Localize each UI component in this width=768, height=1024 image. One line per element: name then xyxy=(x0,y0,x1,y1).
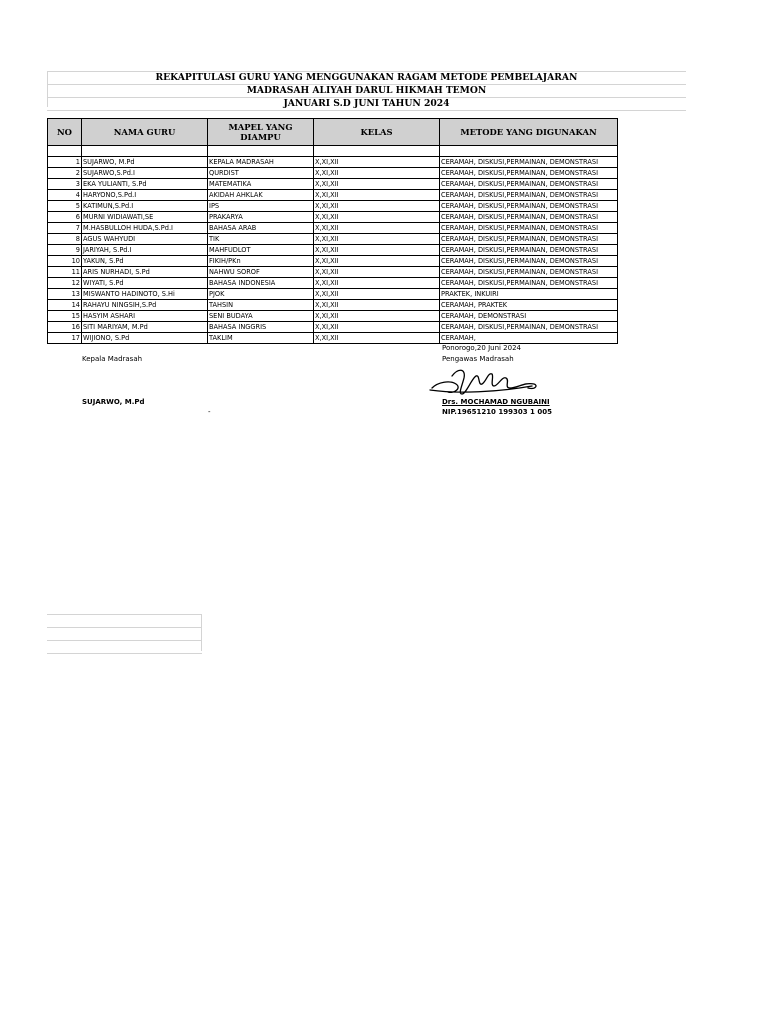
cell-nama-guru: HARYONO,S.Pd.I xyxy=(82,190,208,201)
header-title: REKAPITULASI GURU YANG MENGGUNAKAN RAGAM METODE PEMBELAJARAN xyxy=(47,71,686,84)
cell-metode: CERAMAH, DISKUSI,PERMAINAN, DEMONSTRASI xyxy=(440,256,618,267)
left-signature-title: Kepala Madrasah xyxy=(82,355,143,363)
cell-metode: CERAMAH, PRAKTEK xyxy=(440,300,618,311)
cell-mapel: KEPALA MADRASAH xyxy=(208,157,314,168)
cell-kelas: X,XI,XII xyxy=(314,190,440,201)
empty-grid-row xyxy=(47,640,202,654)
cell-no: 5 xyxy=(48,201,82,212)
left-signature-name: SUJARWO, M.Pd xyxy=(82,398,145,406)
cell-mapel: TAHSIN xyxy=(208,300,314,311)
cell-no: 11 xyxy=(48,267,82,278)
cell-metode: CERAMAH, DISKUSI,PERMAINAN, DEMONSTRASI xyxy=(440,234,618,245)
cell-metode: CERAMAH, DISKUSI,PERMAINAN, DEMONSTRASI xyxy=(440,223,618,234)
cell-mapel: SENI BUDAYA xyxy=(208,311,314,322)
cell-mapel: NAHWU SOROF xyxy=(208,267,314,278)
cell-mapel: MAHFUDLOT xyxy=(208,245,314,256)
cell-mapel: BAHASA INDONESIA xyxy=(208,278,314,289)
cell-nama-guru: WIJIONO, S.Pd xyxy=(82,333,208,344)
cell-kelas: X,XI,XII xyxy=(314,267,440,278)
table-spacer-row xyxy=(48,146,618,157)
right-signature-title: Pengawas Madrasah xyxy=(442,355,514,363)
cell-kelas: X,XI,XII xyxy=(314,234,440,245)
cell-nama-guru: JARIYAH, S.Pd.I xyxy=(82,245,208,256)
cell-nama-guru: SITI MARIYAM, M.Pd xyxy=(82,322,208,333)
cell-kelas: X,XI,XII xyxy=(314,179,440,190)
header-school: MADRASAH ALIYAH DARUL HIKMAH TEMON xyxy=(47,84,686,97)
empty-grid-row xyxy=(47,627,202,640)
cell-no: 12 xyxy=(48,278,82,289)
cell-nama-guru: HASYIM ASHARI xyxy=(82,311,208,322)
cell-mapel: BAHASA INGGRIS xyxy=(208,322,314,333)
column-header-nama-guru: NAMA GURU xyxy=(82,119,208,146)
dash-mark: - xyxy=(208,408,211,416)
column-header-mapel: MAPEL YANG DIAMPU xyxy=(208,119,314,146)
cell-metode: CERAMAH, DISKUSI,PERMAINAN, DEMONSTRASI xyxy=(440,278,618,289)
handwritten-signature xyxy=(428,364,540,400)
cell-no: 10 xyxy=(48,256,82,267)
cell-kelas: X,XI,XII xyxy=(314,223,440,234)
cell-mapel: TAKLIM xyxy=(208,333,314,344)
cell-nama-guru: AGUS WAHYUDI xyxy=(82,234,208,245)
column-header-kelas: KELAS xyxy=(314,119,440,146)
cell-kelas: X,XI,XII xyxy=(314,201,440,212)
table-row xyxy=(48,245,618,256)
cell-mapel: PJOK xyxy=(208,289,314,300)
cell-kelas: X,XI,XII xyxy=(314,333,440,344)
document-header xyxy=(47,71,686,111)
cell-mapel: AKIDAH AHKLAK xyxy=(208,190,314,201)
table-header-row xyxy=(48,119,618,146)
cell-no: 17 xyxy=(48,333,82,344)
table-row xyxy=(48,168,618,179)
cell-no: 16 xyxy=(48,322,82,333)
cell-no: 3 xyxy=(48,179,82,190)
cell-kelas: X,XI,XII xyxy=(314,168,440,179)
cell-mapel: FIKIH/PKn xyxy=(208,256,314,267)
cell-mapel: BAHASA ARAB xyxy=(208,223,314,234)
cell-no: 2 xyxy=(48,168,82,179)
empty-grid-row xyxy=(47,614,202,627)
header-period: JANUARI S.D JUNI TAHUN 2024 xyxy=(47,97,686,111)
cell-kelas: X,XI,XII xyxy=(314,311,440,322)
cell-kelas: X,XI,XII xyxy=(314,157,440,168)
table-row xyxy=(48,190,618,201)
cell-metode: CERAMAH, DISKUSI,PERMAINAN, DEMONSTRASI xyxy=(440,190,618,201)
table-body xyxy=(48,146,618,344)
cell-metode: CERAMAH, DISKUSI,PERMAINAN, DEMONSTRASI xyxy=(440,201,618,212)
cell-nama-guru: ARIS NURHADI, S.Pd xyxy=(82,267,208,278)
cell-no: 9 xyxy=(48,245,82,256)
cell-kelas: X,XI,XII xyxy=(314,322,440,333)
cell-nama-guru: M.HASBULLOH HUDA,S.Pd.I xyxy=(82,223,208,234)
cell-mapel: PRAKARYA xyxy=(208,212,314,223)
cell-nama-guru: EKA YULIANTI, S.Pd xyxy=(82,179,208,190)
cell-metode: CERAMAH, DISKUSI,PERMAINAN, DEMONSTRASI xyxy=(440,157,618,168)
table-row xyxy=(48,256,618,267)
table-row xyxy=(48,300,618,311)
cell-no: 15 xyxy=(48,311,82,322)
right-signature-nip: NIP.19651210 199303 1 005 xyxy=(442,408,552,416)
table-row xyxy=(48,322,618,333)
cell-no: 4 xyxy=(48,190,82,201)
cell-mapel: QURDIST xyxy=(208,168,314,179)
cell-metode: CERAMAH, xyxy=(440,333,618,344)
cell-kelas: X,XI,XII xyxy=(314,245,440,256)
cell-metode: CERAMAH, DISKUSI,PERMAINAN, DEMONSTRASI xyxy=(440,168,618,179)
table-row xyxy=(48,267,618,278)
cell-nama-guru: SUJARWO, M.Pd xyxy=(82,157,208,168)
table-row xyxy=(48,179,618,190)
cell-nama-guru: MURNI WIDIAWATI,SE xyxy=(82,212,208,223)
cell-kelas: X,XI,XII xyxy=(314,289,440,300)
cell-mapel: IPS xyxy=(208,201,314,212)
cell-nama-guru: KATIMUN,S.Pd.I xyxy=(82,201,208,212)
table-row xyxy=(48,157,618,168)
cell-no: 8 xyxy=(48,234,82,245)
cell-no: 6 xyxy=(48,212,82,223)
cell-nama-guru: SUJARWO,S.Pd.I xyxy=(82,168,208,179)
cell-nama-guru: MISWANTO HADINOTO, S.Hi xyxy=(82,289,208,300)
table-row xyxy=(48,201,618,212)
cell-no: 13 xyxy=(48,289,82,300)
cell-nama-guru: YAKUN, S.Pd xyxy=(82,256,208,267)
cell-metode: PRAKTEK, INKUIRI xyxy=(440,289,618,300)
cell-kelas: X,XI,XII xyxy=(314,300,440,311)
place-date: Ponorogo,20 Juni 2024 xyxy=(442,344,521,352)
cell-metode: CERAMAH, DISKUSI,PERMAINAN, DEMONSTRASI xyxy=(440,179,618,190)
cell-kelas: X,XI,XII xyxy=(314,212,440,223)
table-row xyxy=(48,311,618,322)
cell-no: 14 xyxy=(48,300,82,311)
cell-kelas: X,XI,XII xyxy=(314,278,440,289)
cell-nama-guru: RAHAYU NINGSIH,S.Pd xyxy=(82,300,208,311)
empty-cell-grid xyxy=(47,614,202,654)
cell-mapel: MATEMATIKA xyxy=(208,179,314,190)
cell-no: 7 xyxy=(48,223,82,234)
column-header-metode: METODE YANG DIGUNAKAN xyxy=(440,119,618,146)
table-row xyxy=(48,289,618,300)
cell-kelas: X,XI,XII xyxy=(314,256,440,267)
right-signature-name: Drs. MOCHAMAD NGUBAINI xyxy=(442,398,550,406)
teacher-method-table xyxy=(47,118,618,344)
table-row xyxy=(48,223,618,234)
column-header-no: NO xyxy=(48,119,82,146)
cell-metode: CERAMAH, DISKUSI,PERMAINAN, DEMONSTRASI xyxy=(440,267,618,278)
empty-grid-right-rule xyxy=(201,614,202,651)
cell-metode: CERAMAH, DEMONSTRASI xyxy=(440,311,618,322)
table-row xyxy=(48,234,618,245)
left-border-rule xyxy=(47,332,48,342)
cell-nama-guru: WIYATI, S.Pd xyxy=(82,278,208,289)
table-row xyxy=(48,212,618,223)
cell-metode: CERAMAH, DISKUSI,PERMAINAN, DEMONSTRASI xyxy=(440,245,618,256)
table-row xyxy=(48,278,618,289)
cell-no: 1 xyxy=(48,157,82,168)
cell-metode: CERAMAH, DISKUSI,PERMAINAN, DEMONSTRASI xyxy=(440,212,618,223)
cell-metode: CERAMAH, DISKUSI,PERMAINAN, DEMONSTRASI xyxy=(440,322,618,333)
table-row xyxy=(48,333,618,344)
cell-mapel: TIK xyxy=(208,234,314,245)
